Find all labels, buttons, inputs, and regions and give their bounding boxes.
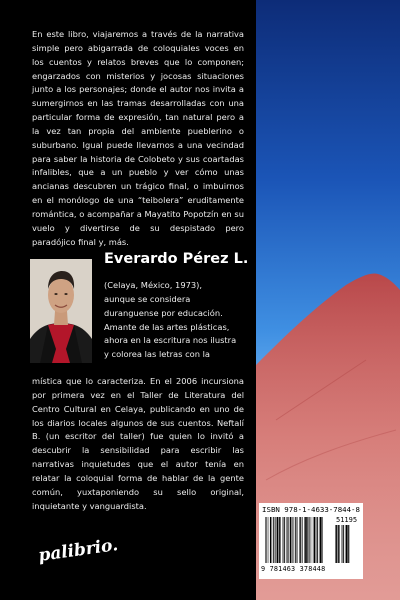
bio-line: aunque se considera — [104, 293, 191, 304]
author-bio: mística que lo caracteriza. En el 2006 incursiona por primera vez en el Taller de Literatura del Centro Cultural en Celaya, publicando en uno de los diarios locales algunos de sus cuentos. Neftalí B. (un escritor del taller) fue quien lo invitó a descubrir la sensibilidad para escribir las narrativas inquietudes que el autor tenía en relatar la coloquial forma de hablar de la gente común, yuxtaponiendo su sello original, inquietante y vanguardista. — [32, 376, 244, 511]
bio-line: duranguense por educación. — [104, 307, 223, 318]
isbn-barcode — [259, 503, 363, 579]
author-name: Everardo Pérez L. — [104, 251, 249, 267]
author-bio-intro — [104, 279, 244, 362]
price-code: 51195 — [336, 516, 358, 524]
barcode-bars — [265, 517, 331, 563]
isbn-number: ISBN 978-1-4633-7844-8 — [262, 505, 360, 514]
bio-line: ahora en la escritura nos ilustra — [104, 335, 237, 346]
bio-line: Amante de las artes plásticas, — [104, 321, 230, 332]
bio-line: y colorea las letras con la — [104, 349, 211, 360]
book-synopsis: En este libro, viajaremos a través de la narrativa simple pero abigarrada de coloquiales voces en los cuentos y relatos breves que lo componen; engarzados con misterios y jocosas situaciones junto a los personajes; donde el autor nos invita a sumergirnos en las tramas desarrolladas con una particular forma de expresión, tan natural pero a la vez tan propia del ambiente pueblerino o suburbano. Igual puede llevarnos a una vecindad para saber la historia de Colobeto y sus coartadas infalibles, que a un pueblo y ver cómo unas ancianas descubren un trágico final, o imbuirnos en el monólogo de una “teibolera” eruditamente romántica, o acompañar a Mayatito Popotzín en su vuelo y divertirse de su despistado pero paradójico final y, más. — [32, 29, 244, 247]
barcode-addon-bars — [335, 525, 359, 563]
ean-number: 9 781463 378448 — [261, 565, 326, 573]
publisher-logo: palibrio. — [37, 535, 120, 566]
author-photo — [30, 259, 92, 363]
bio-line: (Celaya, México, 1973), — [104, 280, 203, 290]
